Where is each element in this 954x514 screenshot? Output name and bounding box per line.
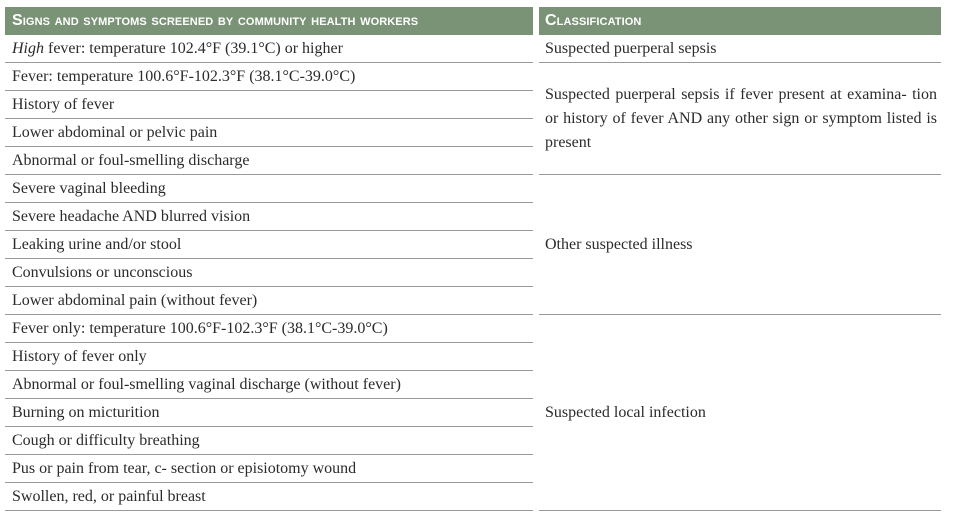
symptom-emphasis: High <box>12 39 44 57</box>
symptom-cell: Burning on micturition <box>5 399 536 427</box>
table <box>5 7 941 511</box>
symptom-text: fever: temperature 102.4°F (39.1°C) or higher <box>44 39 343 57</box>
symptom-cell: Abnormal or foul-smelling discharge <box>5 147 536 175</box>
classification-cell: Suspected puerperal sepsis if fever present at examina- tion or history of fever AND any other sign or symptom listed is present <box>536 63 941 175</box>
table-row <box>5 35 941 63</box>
symptom-cell: Severe headache AND blurred vision <box>5 203 536 231</box>
symptom-classification-table <box>5 7 941 511</box>
symptom-cell: Lower abdominal or pelvic pain <box>5 119 536 147</box>
header-classification: Classification <box>536 7 941 35</box>
symptom-cell: Convulsions or unconscious <box>5 259 536 287</box>
classification-cell: Other suspected illness <box>536 175 941 315</box>
symptom-cell: Fever only: temperature 100.6°F-102.3°F (38.1°C-39.0°C) <box>5 315 536 343</box>
symptom-cell: Cough or difficulty breathing <box>5 427 536 455</box>
classification-cell: Suspected local infection <box>536 315 941 511</box>
symptom-cell: Severe vaginal bleeding <box>5 175 536 203</box>
symptom-cell <box>5 35 536 63</box>
table-row <box>5 175 941 203</box>
symptom-cell: Fever: temperature 100.6°F-102.3°F (38.1°C-39.0°C) <box>5 63 536 91</box>
table-row <box>5 315 941 343</box>
header-row <box>5 7 941 35</box>
symptom-cell: Swollen, red, or painful breast <box>5 483 536 511</box>
table-row <box>5 63 941 91</box>
symptom-cell: Lower abdominal pain (without fever) <box>5 287 536 315</box>
classification-cell: Suspected puerperal sepsis <box>536 35 941 63</box>
symptom-cell: Abnormal or foul-smelling vaginal discharge (without fever) <box>5 371 536 399</box>
symptom-cell: Leaking urine and/or stool <box>5 231 536 259</box>
symptom-cell: History of fever <box>5 91 536 119</box>
symptom-cell: Pus or pain from tear, c- section or episiotomy wound <box>5 455 536 483</box>
symptom-cell: History of fever only <box>5 343 536 371</box>
header-symptoms: Signs and symptoms screened by community health workers <box>5 7 536 35</box>
